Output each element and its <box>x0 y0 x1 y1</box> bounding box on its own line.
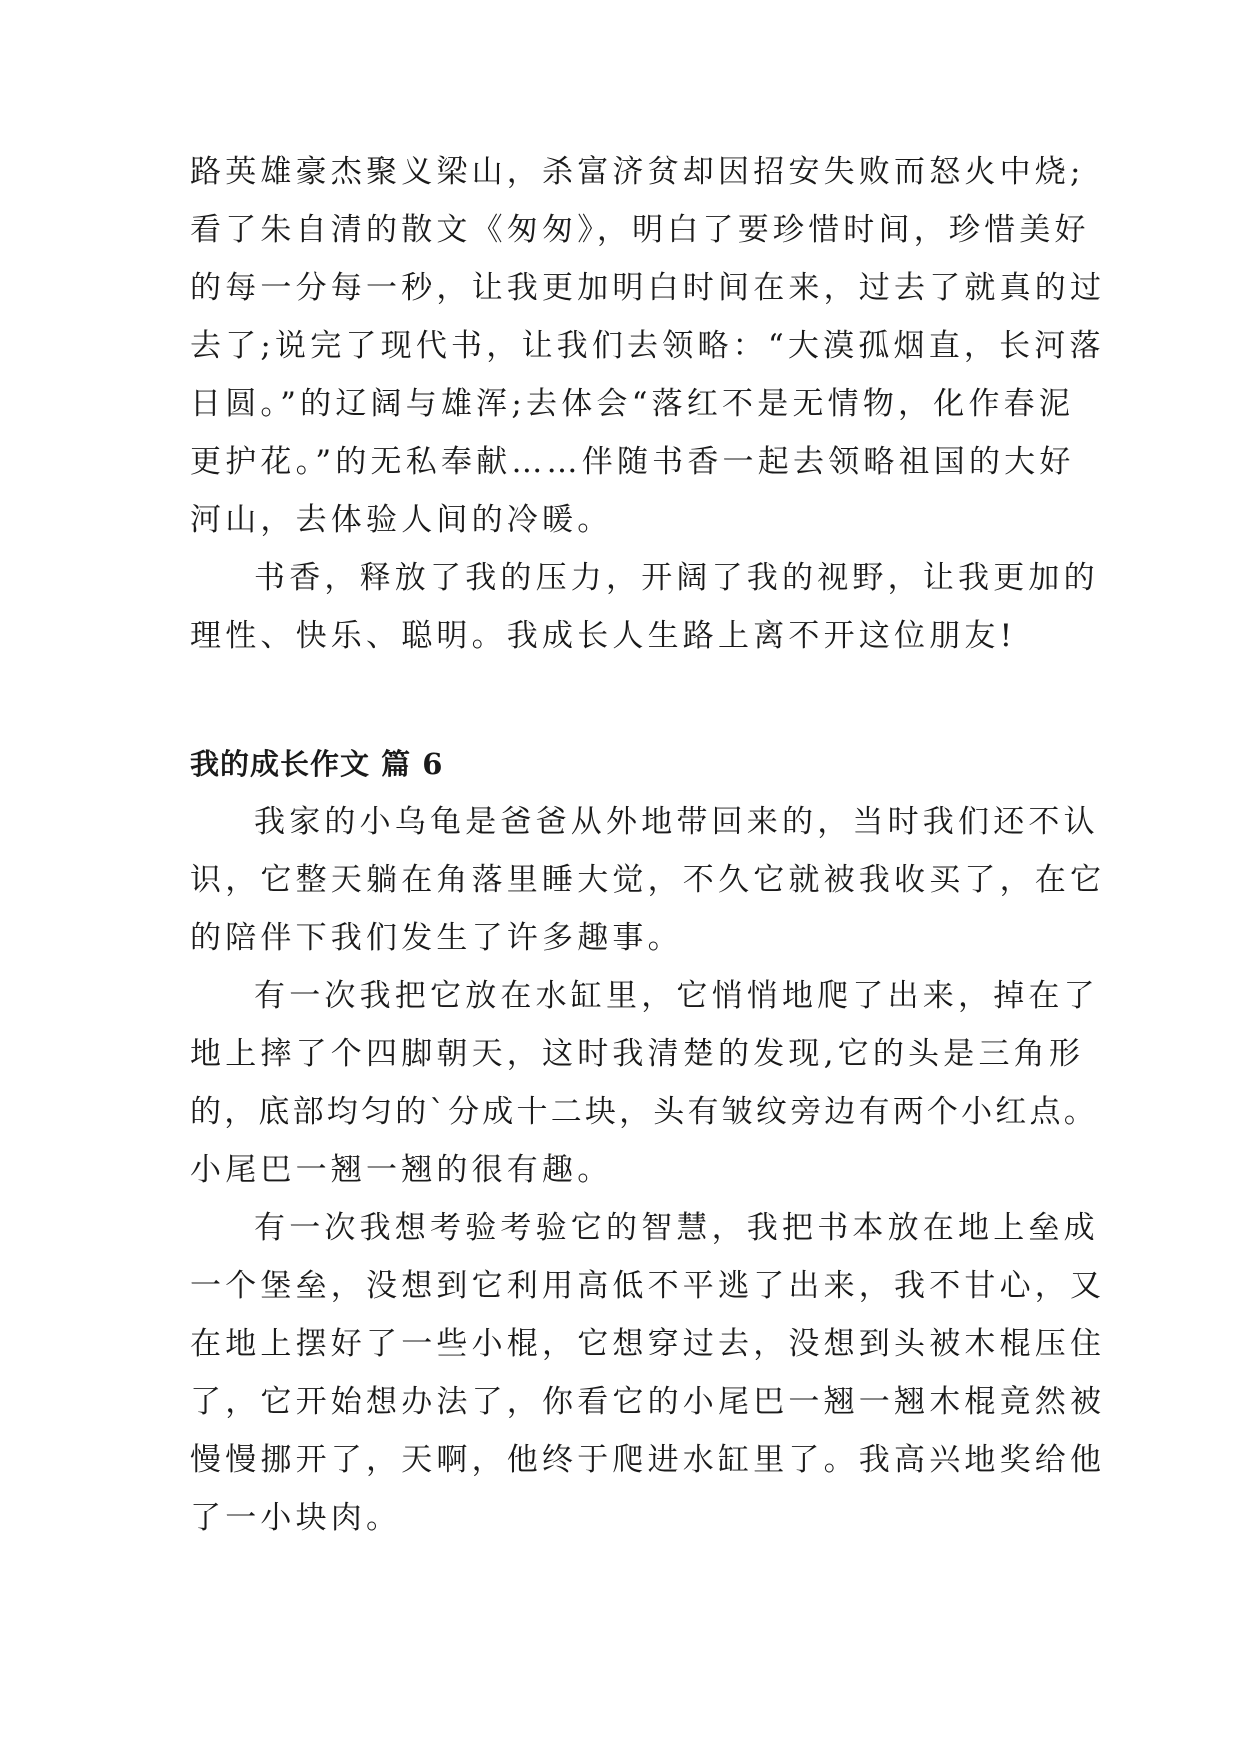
section-title: 我的成长作文 篇 6 <box>190 747 444 781</box>
paragraph-line: 看了朱自清的散文《匆匆》，明白了要珍惜时间，珍惜美好 <box>190 212 1090 248</box>
paragraph-line: 书香，释放了我的压力，开阔了我的视野，让我更加的 <box>254 560 1099 596</box>
paragraph-line: 一个堡垒，没想到它利用高低不平逃了出来，我不甘心，又 <box>190 1268 1106 1304</box>
paragraph-line: 地上摔了个四脚朝天，这时我清楚的发现,它的头是三角形 <box>190 1036 1085 1072</box>
paragraph-line: 有一次我把它放在水缸里，它悄悄地爬了出来，掉在了 <box>254 978 1099 1014</box>
paragraph-line: 在地上摆好了一些小棍，它想穿过去，没想到头被木棍压住 <box>190 1326 1106 1362</box>
paragraph-line: 了一小块肉。 <box>190 1500 402 1536</box>
paragraph-line: 有一次我想考验考验它的智慧，我把书本放在地上垒成 <box>254 1210 1099 1246</box>
paragraph-line: 小尾巴一翘一翘的很有趣。 <box>190 1152 613 1188</box>
paragraph-line: 去了;说完了现代书，让我们去领略：“大漠孤烟直，长河落 <box>190 328 1105 364</box>
paragraph-line: 河山，去体验人间的冷暖。 <box>190 502 613 538</box>
paragraph-line: 我家的小乌龟是爸爸从外地带回来的，当时我们还不认 <box>254 804 1099 840</box>
paragraph-line: 理性、快乐、聪明。我成长人生路上离不开这位朋友! <box>190 618 1017 654</box>
paragraph-line: 日圆。”的辽阔与雄浑;去体会“落红不是无情物，化作春泥 <box>190 386 1075 422</box>
paragraph-line: 识，它整天躺在角落里睡大觉，不久它就被我收买了，在它 <box>190 862 1106 898</box>
paragraph-line: 的每一分每一秒，让我更加明白时间在来，过去了就真的过 <box>190 270 1106 306</box>
paragraph-line: 慢慢挪开了，天啊，他终于爬进水缸里了。我高兴地奖给他 <box>190 1442 1106 1478</box>
paragraph-line: 的，底部均匀的`分成十二块，头有皱纹旁边有两个小红点。 <box>190 1094 1098 1130</box>
paragraph-line: 了，它开始想办法了，你看它的小尾巴一翘一翘木棍竟然被 <box>190 1384 1106 1420</box>
paragraph-line: 更护花。”的无私奉献……伴随书香一起去领略祖国的大好 <box>190 444 1075 480</box>
paragraph-line: 的陪伴下我们发生了许多趣事。 <box>190 920 683 956</box>
paragraph-line: 路英雄豪杰聚义梁山，杀富济贫却因招安失败而怒火中烧; <box>190 154 1085 190</box>
